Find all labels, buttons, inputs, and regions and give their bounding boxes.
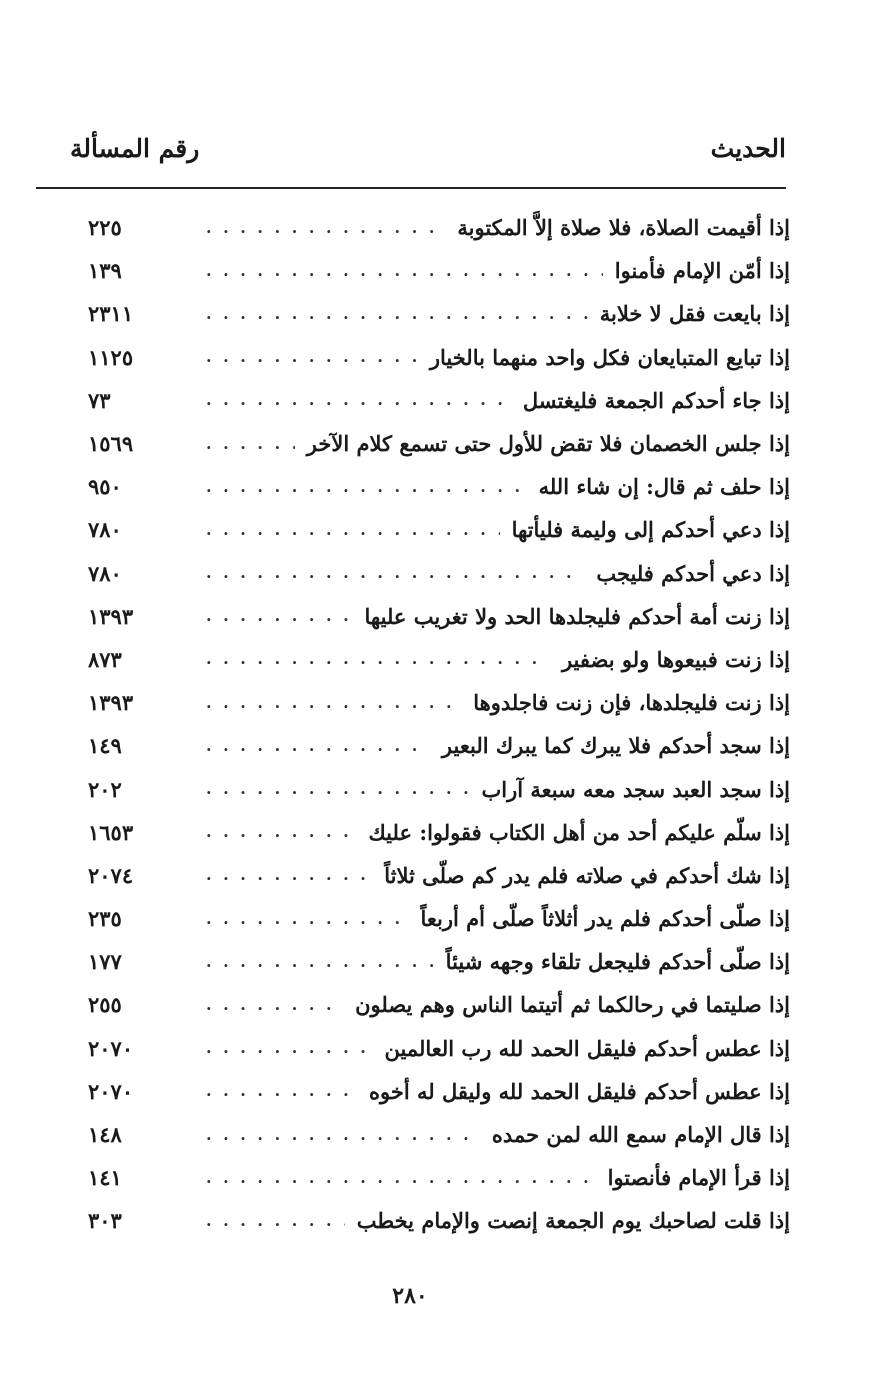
- hadith-text: إذا دعي أحدكم إلى وليمة فليأتها: [511, 517, 790, 543]
- index-entry: [36, 336, 790, 379]
- dot-leader: [206, 1038, 373, 1058]
- dot-leader: [206, 520, 500, 540]
- dot-leader: [206, 1168, 596, 1188]
- hadith-text: إذا أقيمت الصلاة، فلا صلاة إلاَّ المكتوبة: [457, 215, 790, 241]
- issue-number: ١٣٩٣: [88, 603, 134, 629]
- dot-leader: [206, 1125, 480, 1145]
- hadith-text: إذا صلّى أحدكم فلم يدر أثلاثاً صلّى أم أربعاً: [420, 906, 790, 932]
- index-entry: [36, 595, 790, 638]
- dot-leader: [206, 218, 445, 238]
- dot-leader: [206, 477, 527, 497]
- dot-leader: [206, 909, 408, 929]
- index-entry: [36, 811, 790, 854]
- index-entry: [36, 1113, 790, 1156]
- dot-leader: [206, 563, 584, 583]
- index-entry: [36, 465, 790, 508]
- issue-number: ١٧٧: [88, 949, 122, 975]
- hadith-text: إذا بايعت فقل لا خلابة: [599, 301, 790, 327]
- issue-number: ٢٣١١: [88, 301, 134, 327]
- dot-leader: [206, 736, 430, 756]
- dot-leader: [206, 693, 461, 713]
- issue-number: ١٦٥٣: [88, 819, 134, 845]
- issue-number: ١٤٨: [88, 1122, 122, 1148]
- dot-leader: [206, 649, 550, 669]
- dot-leader: [206, 865, 372, 885]
- hadith-text: إذا صليتما في رحالكما ثم أتيتما الناس وهم يصلون: [355, 992, 790, 1018]
- issue-number: ٧٨٠: [88, 517, 122, 543]
- issue-number: ٢٠٧٠: [88, 1035, 134, 1061]
- index-entry: [36, 1156, 790, 1199]
- issue-number: ٢٢٥: [88, 215, 122, 241]
- index-entry: [36, 940, 790, 983]
- dot-leader: [206, 606, 353, 626]
- hadith-index-list: [36, 206, 790, 1243]
- table-header: [36, 128, 786, 178]
- index-entry: [36, 379, 790, 422]
- issue-number: ٢٣٥: [88, 906, 122, 932]
- hadith-text: إذا عطس أحدكم فليقل الحمد لله وليقل له أخوه: [369, 1078, 790, 1104]
- hadith-text: إذا قرأ الإمام فأنصتوا: [607, 1165, 790, 1191]
- dot-leader: [206, 779, 470, 799]
- hadith-text: إذا زنت أمة أحدكم فليجلدها الحد ولا تغريب عليها: [364, 603, 790, 629]
- issue-number: ١٣٩٣: [88, 690, 134, 716]
- dot-leader: [206, 390, 511, 410]
- hadith-text: إذا صلّى أحدكم فليجعل تلقاء وجهه شيئاً: [445, 949, 790, 975]
- index-entry: [36, 1070, 790, 1113]
- hadith-text: إذا دعي أحدكم فليجب: [596, 560, 790, 586]
- issue-number: ١٤٩: [88, 733, 122, 759]
- dot-leader: [206, 347, 418, 367]
- issue-number: ٧٨٠: [88, 560, 122, 586]
- issue-number: ٧٣: [88, 387, 111, 413]
- issue-number: ٢٠٢: [88, 776, 122, 802]
- index-entry: [36, 724, 790, 767]
- hadith-text: إذا زنت فليجلدها، فإن زنت فاجلدوها: [473, 690, 790, 716]
- hadith-text: إذا سلّم عليكم أحد من أهل الكتاب فقولوا: عليك: [368, 819, 790, 845]
- index-entry: [36, 897, 790, 940]
- dot-leader: [206, 995, 343, 1015]
- issue-number: ١١٢٥: [88, 344, 134, 370]
- dot-leader: [206, 822, 356, 842]
- hadith-text: إذا جاء أحدكم الجمعة فليغتسل: [522, 387, 790, 413]
- hadith-text: إذا تبايع المتبايعان فكل واحد منهما بالخيار: [429, 344, 790, 370]
- dot-leader: [206, 1211, 345, 1231]
- issue-number: ١٤١: [88, 1165, 122, 1191]
- dot-leader: [206, 434, 295, 454]
- index-entry: [36, 552, 790, 595]
- page-number: ٢٨٠: [392, 1283, 428, 1309]
- index-entry: [36, 681, 790, 724]
- hadith-text: إذا زنت فبيعوها ولو بضفير: [561, 646, 790, 672]
- index-entry: [36, 422, 790, 465]
- index-entry: [36, 508, 790, 551]
- hadith-text: إذا عطس أحدكم فليقل الحمد لله رب العالمين: [384, 1035, 790, 1061]
- dot-leader: [206, 952, 434, 972]
- hadith-text: إذا أمّن الإمام فأمنوا: [614, 258, 790, 284]
- index-entry: [36, 249, 790, 292]
- hadith-text: إذا سجد العبد سجد معه سبعة آراب: [481, 776, 790, 802]
- issue-number: ٢٠٧٠: [88, 1078, 134, 1104]
- hadith-text: إذا شك أحدكم في صلاته فلم يدر كم صلّى ثلاثاً: [384, 862, 790, 888]
- hadith-column-heading: الحديث: [710, 134, 786, 163]
- hadith-text: إذا قال الإمام سمع الله لمن حمده: [491, 1122, 790, 1148]
- header-divider: [36, 187, 786, 189]
- issue-number: ٢٠٧٤: [88, 862, 134, 888]
- issue-number: ٣٠٣: [88, 1208, 122, 1234]
- issue-number: ١٣٩: [88, 258, 122, 284]
- issue-number: ٨٧٣: [88, 646, 122, 672]
- dot-leader: [206, 1081, 357, 1101]
- index-entry: [36, 292, 790, 335]
- hadith-text: إذا جلس الخصمان فلا تقض للأول حتى تسمع كلام الآخر: [306, 431, 790, 457]
- hadith-text: إذا قلت لصاحبك يوم الجمعة إنصت والإمام يخطب: [356, 1208, 790, 1234]
- issue-number: ٩٥٠: [88, 474, 122, 500]
- hadith-text: إذا سجد أحدكم فلا يبرك كما يبرك البعير: [441, 733, 790, 759]
- number-column-heading: رقم المسألة: [70, 134, 200, 163]
- index-entry: [36, 1199, 790, 1242]
- index-entry: [36, 854, 790, 897]
- dot-leader: [206, 304, 588, 324]
- dot-leader: [206, 261, 603, 281]
- hadith-text: إذا حلف ثم قال: إن شاء الله: [538, 474, 790, 500]
- index-entry: [36, 983, 790, 1026]
- index-entry: [36, 767, 790, 810]
- index-entry: [36, 1027, 790, 1070]
- index-entry: [36, 638, 790, 681]
- index-entry: [36, 206, 790, 249]
- issue-number: ٢٥٥: [88, 992, 122, 1018]
- issue-number: ١٥٦٩: [88, 431, 134, 457]
